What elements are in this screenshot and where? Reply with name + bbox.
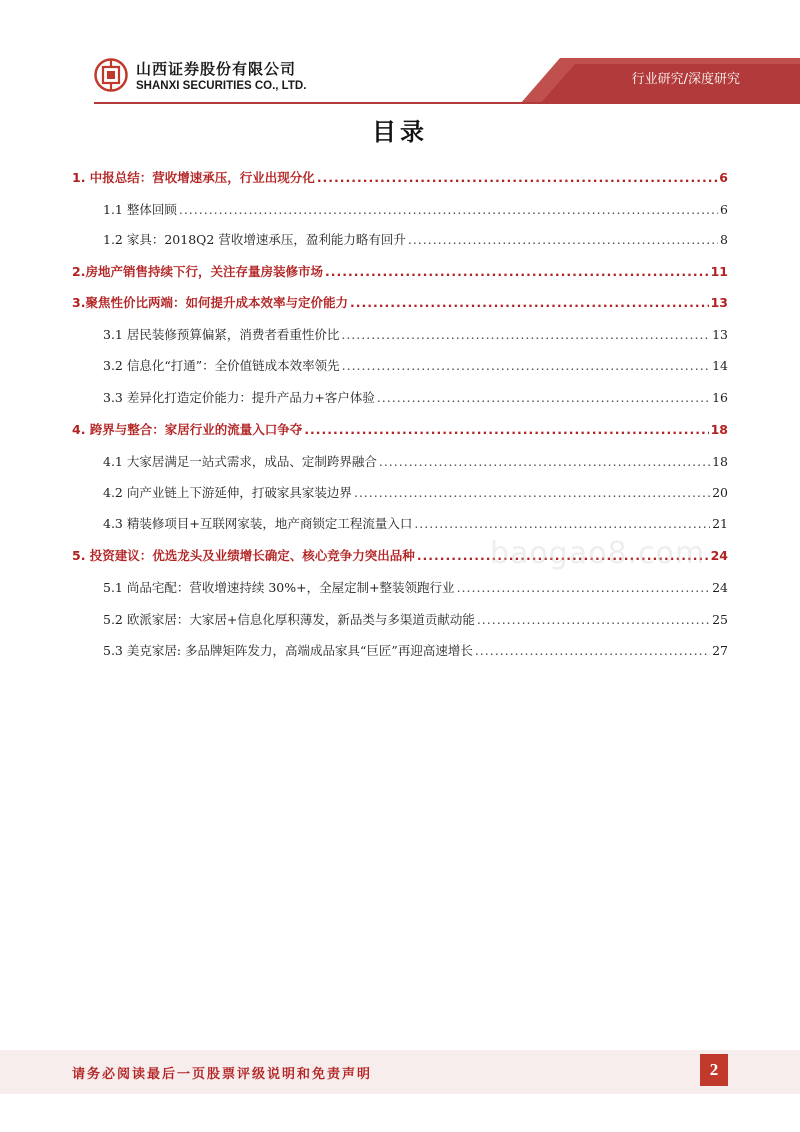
toc-entry[interactable]: 1.1 整体回顾 ..... 6	[103, 200, 728, 220]
toc-title: 目录	[372, 118, 428, 146]
header-divider	[94, 102, 800, 104]
toc-entry[interactable]: 3.2 信息化“打通”：全价值链成本效率领先 ..... 14	[103, 356, 728, 376]
watermark: baogao8.com	[490, 536, 706, 571]
toc-entry[interactable]: 5.1 尚品宅配：营收增速持续 30%+，全屋定制+整装领跑行业 ..... 24	[103, 578, 728, 598]
toc-entry[interactable]: 5.2 欧派家居：大家居+信息化厚积薄发，新品类与多渠道贡献动能 ..... 25	[103, 610, 728, 630]
toc-entry[interactable]: 3.聚焦性价比两端：如何提升成本效率与定价能力 ..... 13	[72, 293, 728, 313]
toc-entry[interactable]: 3.1 居民装修预算偏紧，消费者看重性价比 ..... 13	[103, 325, 728, 345]
toc-entry[interactable]: 4. 跨界与整合：家居行业的流量入口争夺 ..... 18	[72, 420, 728, 440]
toc-entry[interactable]: 4.2 向产业链上下游延伸，打破家具家装边界 ..... 20	[103, 483, 728, 503]
company-name-en: SHANXI SECURITIES CO., LTD.	[136, 80, 307, 92]
report-type-label: 行业研究/深度研究	[631, 72, 740, 87]
company-name-cn: 山西证券股份有限公司	[136, 60, 297, 78]
toc-entry[interactable]: 5.3 美克家居: 多品牌矩阵发力，高端成品家具“巨匠”再迎高速增长 ..... 27	[103, 641, 728, 661]
toc-entry[interactable]: 2.房地产销售持续下行，关注存量房装修市场 ..... 11	[72, 262, 728, 282]
toc-entry[interactable]: 3.3 差异化打造定价能力：提升产品力+客户体验 ..... 16	[103, 388, 728, 408]
toc-entry[interactable]: 4.1 大家居满足一站式需求，成品、定制跨界融合 ..... 18	[103, 452, 728, 472]
disclaimer-text: 请务必阅读最后一页股票评级说明和免责声明	[72, 1067, 373, 1082]
toc-entry[interactable]: 5. 投资建议：优选龙头及业绩增长确定、核心竞争力突出品种 ..... 24	[72, 546, 728, 566]
page-number: 2	[700, 1054, 728, 1086]
report-header	[0, 0, 800, 104]
toc-entry[interactable]: 4.3 精装修项目+互联网家装，地产商锁定工程流量入口 ..... 21	[103, 514, 728, 534]
toc-entry[interactable]: 1.2 家具：2018Q2 营收增速承压，盈利能力略有回升 ..... 8	[103, 230, 728, 250]
toc-entry[interactable]: 1. 中报总结：营收增速承压，行业出现分化 ..... 6	[72, 168, 728, 188]
